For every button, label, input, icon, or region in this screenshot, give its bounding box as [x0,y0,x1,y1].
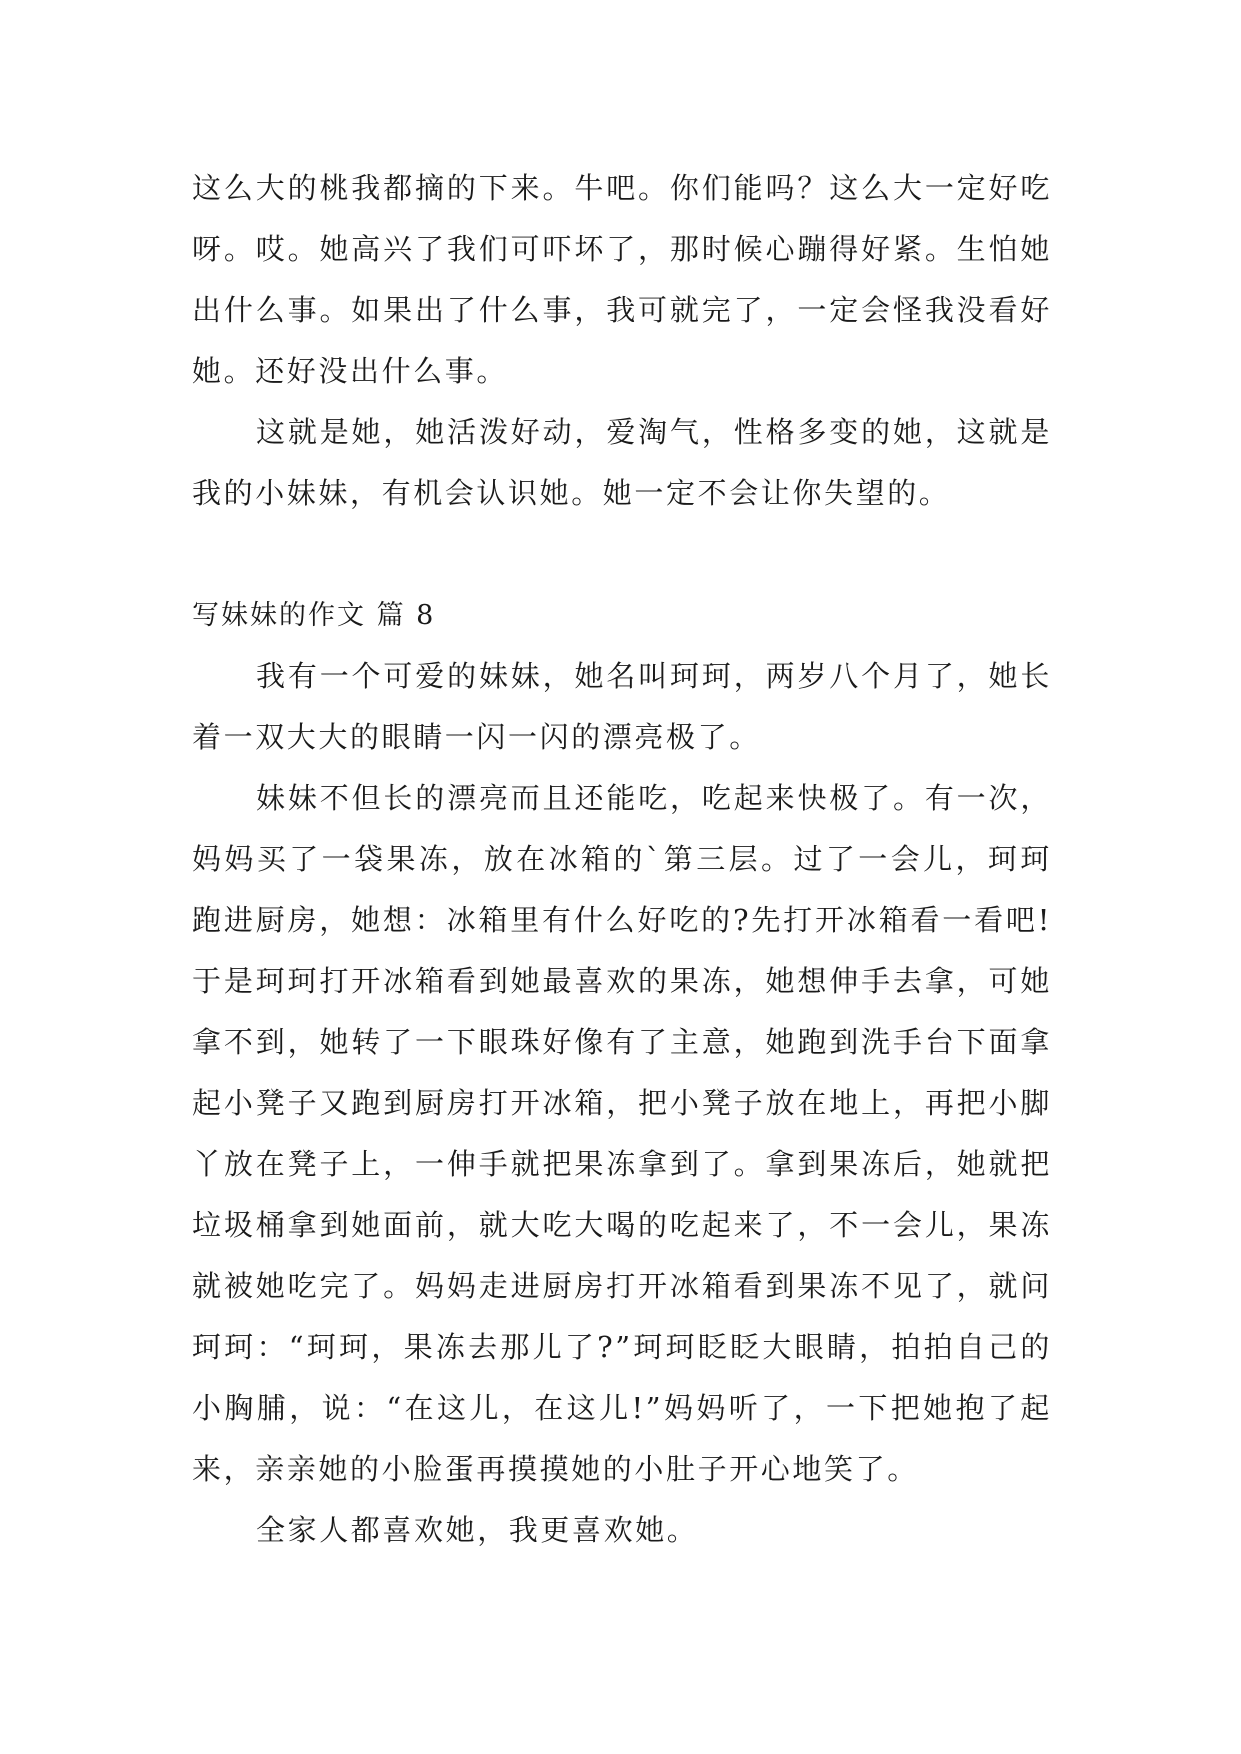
document-page [192,158,1052,1561]
paragraph-continued: 这么大的桃我都摘的下来。牛吧。你们能吗？这么大一定好吃呀。哎。她高兴了我们可吓坏了，那时候心蹦得好紧。生怕她出什么事。如果出了什么事，我可就完了，一定会怪我没看好她。还好没出什么事。 [192,171,1052,388]
paragraph-story: 妹妹不但长的漂亮而且还能吃，吃起来快极了。有一次，妈妈买了一袋果冻，放在冰箱的`第三层。过了一会儿，珂珂跑进厨房，她想：冰箱里有什么好吃的?先打开冰箱看一看吧!于是珂珂打开冰箱看到她最喜欢的果冻，她想伸手去拿，可她拿不到，她转了一下眼珠好像有了主意，她跑到洗手台下面拿起小凳子又跑到厨房打开冰箱，把小凳子放在地上，再把小脚丫放在凳子上，一伸手就把果冻拿到了。拿到果冻后，她就把垃圾桶拿到她面前，就大吃大喝的吃起来了，不一会儿，果冻就被她吃完了。妈妈走进厨房打开冰箱看到果冻不见了，就问珂珂：“珂珂，果冻去那儿了?”珂珂眨眨大眼睛，拍拍自己的小胸脯，说：“在这儿，在这儿!”妈妈听了，一下把她抱了起来，亲亲她的小脸蛋再摸摸她的小肚子开心地笑了。 [192,781,1052,1486]
paragraph-summary: 这就是她，她活泼好动，爱淘气，性格多变的她，这就是我的小妹妹，有机会认识她。她一定不会让你失望的。 [192,415,1052,510]
section-title: 写妹妹的作文 篇 8 [192,600,436,631]
paragraph-intro: 我有一个可爱的妹妹，她名叫珂珂，两岁八个月了，她长着一双大大的眼睛一闪一闪的漂亮极了。 [192,659,1052,754]
section-spacer [192,524,1052,585]
paragraph-closing: 全家人都喜欢她，我更喜欢她。 [256,1513,699,1547]
